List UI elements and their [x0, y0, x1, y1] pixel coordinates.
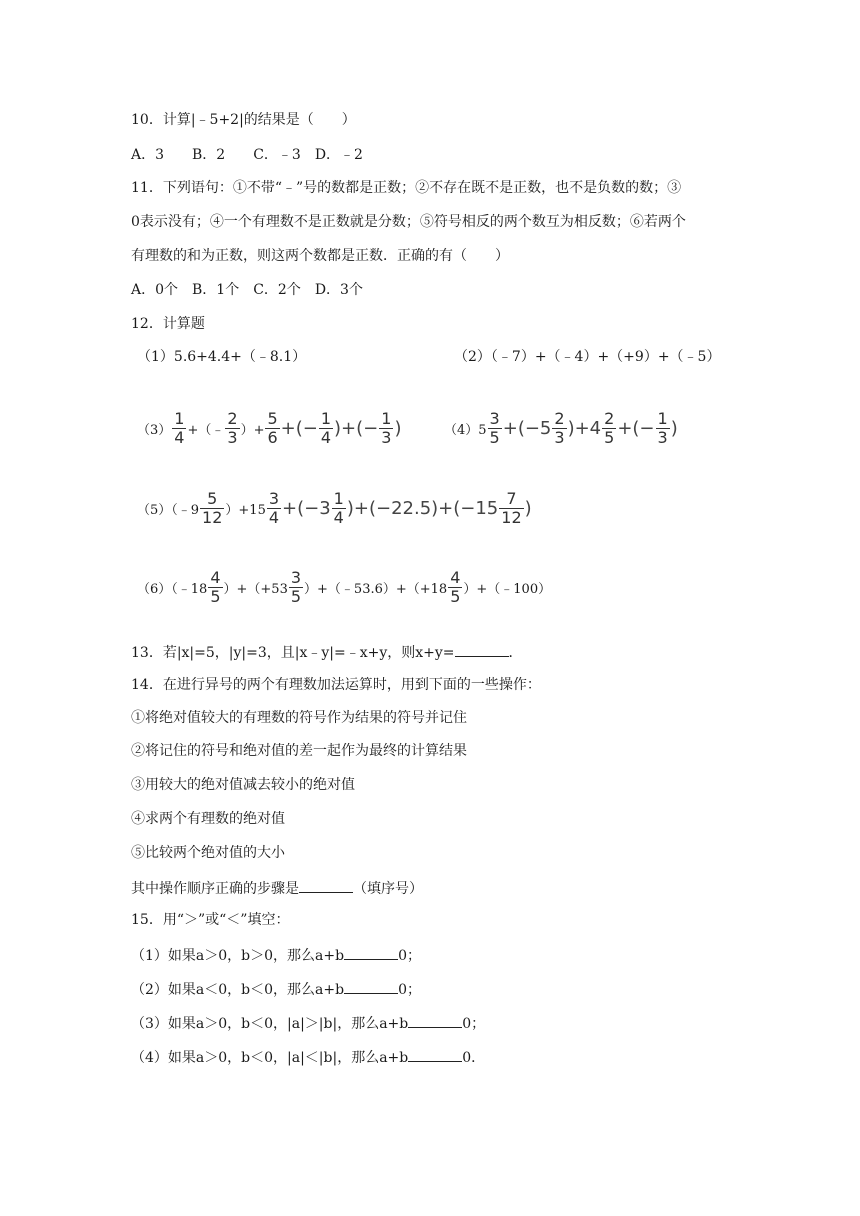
fraction — [267, 490, 281, 527]
operator-text: ）+ — [240, 423, 265, 438]
q11-stem-line2: 0表示没有；④一个有理数不是正数就是分数；⑤符号相反的两个数互为相反数；⑥若两个 — [131, 214, 686, 230]
operator-text: +(−3 — [282, 498, 331, 519]
denominator: 3 — [554, 428, 565, 447]
operator-text: ) — [394, 418, 402, 439]
operator-text: ) — [524, 498, 532, 519]
denominator: 4 — [333, 508, 344, 527]
denominator: 12 — [202, 508, 223, 527]
answer-blank[interactable] — [408, 1046, 462, 1062]
numerator: 2 — [554, 409, 565, 428]
q12-title: 12．计算题 — [131, 316, 205, 332]
denominator: 3 — [227, 428, 238, 447]
answer-blank[interactable] — [299, 877, 353, 893]
denominator: 4 — [320, 428, 332, 447]
q15-item4-end: 0． — [462, 1050, 486, 1066]
operator-text: +(−5 — [502, 418, 552, 439]
q10-options: A．3 B．2 C．﹣3 D．﹣2 — [131, 147, 363, 163]
fraction — [208, 569, 222, 606]
q15-item3 — [131, 1012, 485, 1034]
fraction — [448, 569, 462, 606]
q15-item1-text: （1）如果a＞0，b＞0，那么a+b — [131, 948, 345, 964]
q14-step4: ④求两个有理数的绝对值 — [131, 811, 285, 827]
q11-stem-line1: 11．下列语句：①不带“﹣”号的数都是正数；②不存在既不是正数，也不是负数的数；③ — [131, 180, 682, 196]
q11-options: A．0个 B．1个 C．2个 D．3个 — [131, 282, 363, 298]
q13 — [131, 641, 523, 663]
operator-text: )+4 — [567, 418, 602, 439]
denominator: 5 — [210, 587, 221, 606]
fraction — [602, 410, 616, 447]
operator-text: +(− — [280, 418, 318, 439]
operator-text: )+(−22.5)+(−15 — [346, 498, 499, 519]
q15-item4-text: （4）如果a＞0，b＜0，|a|＜|b|，那么a+b — [131, 1050, 409, 1066]
fraction — [172, 410, 186, 447]
q15-item1-end: 0； — [398, 948, 421, 964]
q15-item3-text: （3）如果a＞0，b＜0，|a|＞|b|，那么a+b — [131, 1016, 409, 1032]
q14-step1: ①将绝对值较大的有理数的符号作为结果的符号并记住 — [131, 710, 467, 726]
numerator: 1 — [320, 409, 332, 428]
denominator: 4 — [174, 428, 185, 447]
q12-part4 — [444, 410, 678, 447]
q12-part3-label: （3） — [137, 423, 172, 438]
fraction — [488, 410, 502, 447]
fraction — [225, 410, 239, 447]
numerator: 1 — [174, 409, 185, 428]
q15-item3-end: 0； — [462, 1016, 486, 1032]
numerator: 5 — [267, 409, 278, 428]
q14-ask-hint: （填序号） — [353, 881, 423, 897]
numerator: 3 — [290, 568, 302, 587]
numerator: 1 — [333, 489, 344, 508]
denominator: 3 — [657, 428, 668, 447]
q14-ask — [131, 877, 423, 899]
fraction — [379, 410, 393, 447]
numerator: 2 — [227, 409, 238, 428]
operator-text: +（﹣ — [187, 423, 225, 438]
denominator: 3 — [381, 428, 392, 447]
fraction — [552, 410, 566, 447]
numerator: 3 — [489, 409, 500, 428]
fraction — [332, 490, 346, 527]
q14-stem: 14．在进行异号的两个有理数加法运算时，用到下面的一些操作： — [131, 677, 541, 693]
denominator: 5 — [290, 587, 302, 606]
numerator: 7 — [506, 489, 517, 508]
numerator: 1 — [381, 409, 392, 428]
q14-ask-text: 其中操作顺序正确的步骤是 — [131, 881, 299, 897]
numerator: 1 — [657, 409, 668, 428]
q12-part6 — [137, 569, 551, 606]
q13-stem: 13．若|x|=5，|y|=3，且|x﹣y|=﹣x+y，则x+y= — [131, 645, 455, 661]
q14-step5: ⑤比较两个绝对值的大小 — [131, 845, 285, 861]
fraction — [499, 490, 523, 527]
operator-text: )+(− — [334, 418, 379, 439]
fraction — [289, 569, 303, 606]
answer-blank[interactable] — [455, 641, 509, 657]
q15-stem: 15．用“＞”或“＜”填空： — [131, 912, 290, 928]
fraction — [319, 410, 333, 447]
q14-step2: ②将记住的符号和绝对值的差一起作为最终的计算结果 — [131, 743, 467, 759]
denominator: 5 — [489, 428, 500, 447]
denominator: 5 — [604, 428, 615, 447]
q15-item1 — [131, 944, 421, 966]
operator-text: ）+（﹣100） — [463, 582, 552, 597]
q12-part1: （1）5.6+4.4+（﹣8.1） — [137, 349, 307, 365]
q15-item2-end: 0； — [398, 982, 421, 998]
q15-item2 — [131, 978, 421, 1000]
denominator: 6 — [267, 428, 278, 447]
operator-text: ）+（+53 — [223, 582, 288, 597]
q10-stem: 10．计算|﹣5+2|的结果是（ ） — [131, 112, 356, 128]
q15-item4 — [131, 1046, 485, 1068]
operator-text: +(− — [617, 418, 655, 439]
denominator: 4 — [268, 508, 280, 527]
fraction — [200, 490, 224, 527]
q12-part5-label: （5）（﹣9 — [137, 503, 200, 518]
q12-part6-label: （6）（﹣18 — [137, 582, 208, 597]
q12-part3 — [137, 410, 401, 447]
q12-part5 — [137, 490, 532, 527]
denominator: 5 — [450, 587, 461, 606]
operator-text: ）+15 — [225, 503, 266, 518]
q12-part4-label: （4）5 — [444, 423, 487, 438]
q11-stem-line3: 有理数的和为正数，则这两个数都是正数．正确的有（ ） — [131, 248, 509, 264]
answer-blank[interactable] — [344, 978, 398, 994]
numerator: 4 — [450, 568, 461, 587]
answer-blank[interactable] — [408, 1012, 462, 1028]
operator-text: ）+（﹣53.6）+（+18 — [304, 582, 448, 597]
fraction — [265, 410, 279, 447]
q13-end: ． — [508, 645, 523, 661]
operator-text: ) — [670, 418, 678, 439]
denominator: 12 — [501, 508, 522, 527]
q14-step3: ③用较大的绝对值减去较小的绝对值 — [131, 777, 355, 793]
fraction — [656, 410, 670, 447]
answer-blank[interactable] — [344, 944, 398, 960]
q15-item2-text: （2）如果a＜0，b＜0，那么a+b — [131, 982, 345, 998]
numerator: 5 — [207, 489, 218, 508]
numerator: 2 — [604, 409, 615, 428]
numerator: 4 — [210, 568, 221, 587]
q12-part2: （2）（﹣7）+（﹣4）+（+9）+（﹣5） — [454, 349, 721, 365]
numerator: 3 — [268, 489, 280, 508]
